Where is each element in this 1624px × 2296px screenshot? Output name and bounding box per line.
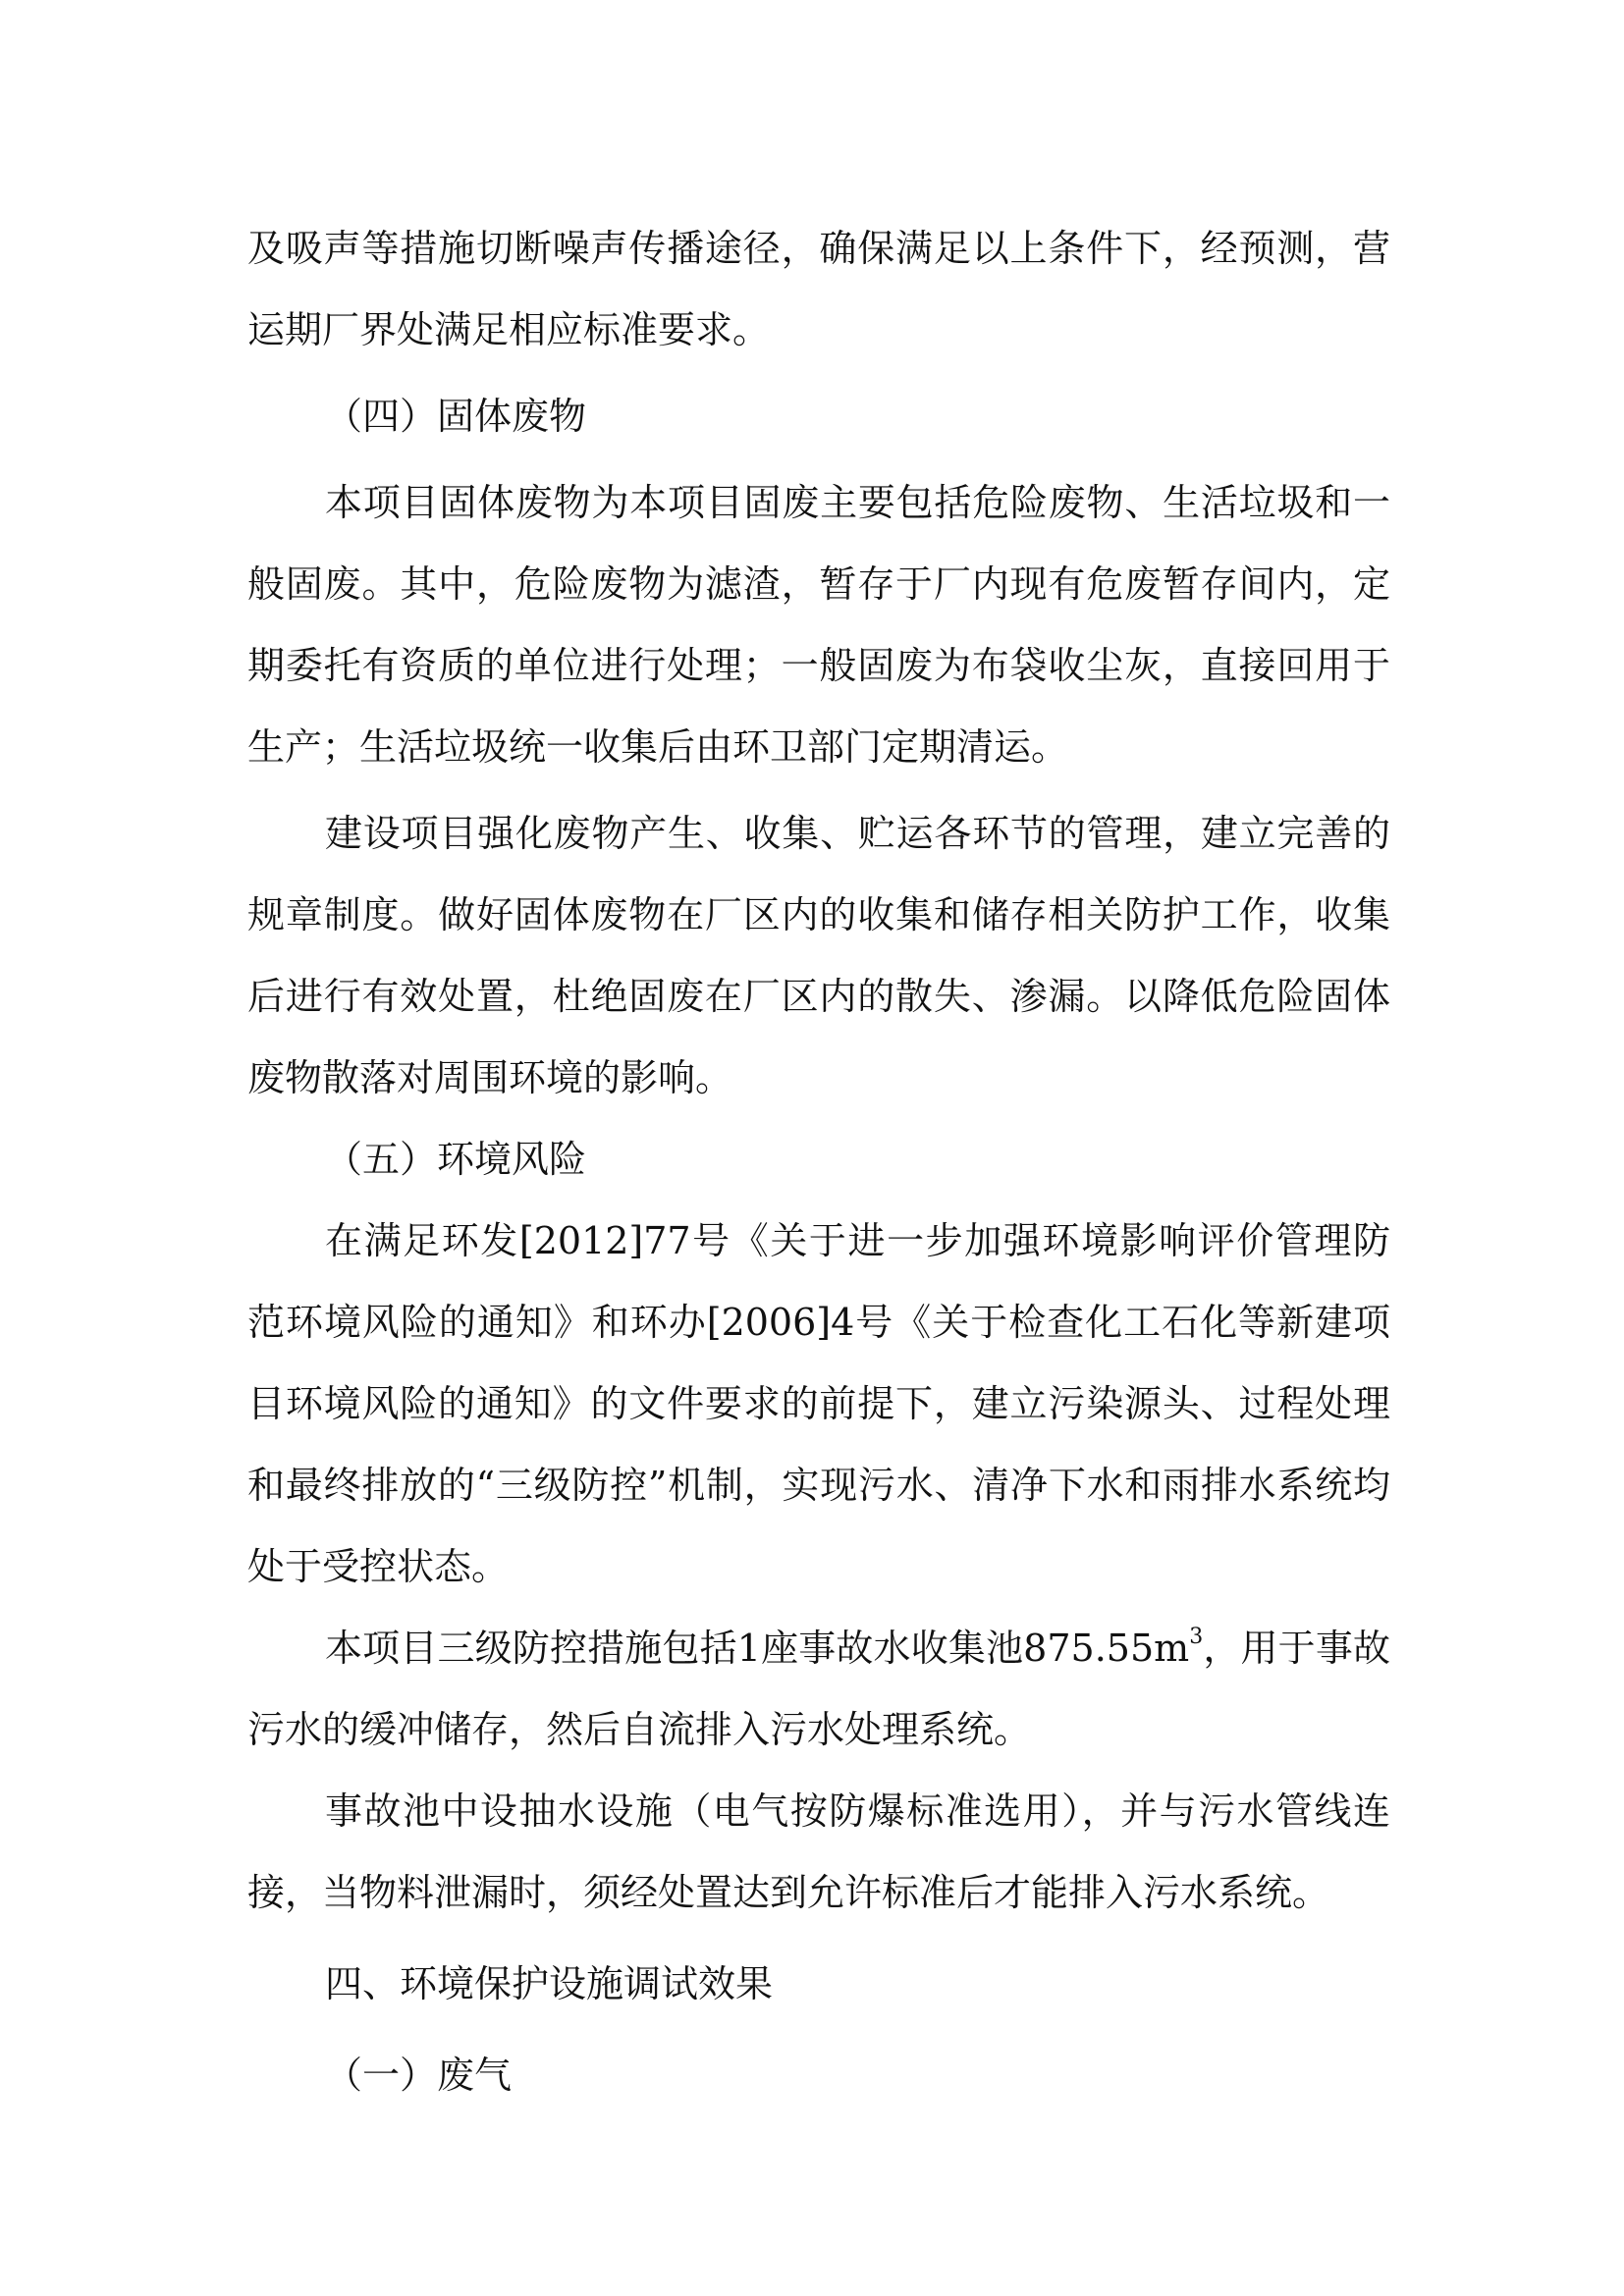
heading-solid-waste: （四）固体废物 (325, 395, 587, 438)
heading-section-4: 四、环境保护设施调试效果 (325, 1962, 774, 2005)
paragraph-noise-continuation: 及吸声等措施切断噪声传播途径，确保满足以上条件下，经预测，营运期厂界处满足相应标准要求。 (247, 227, 1390, 351)
paragraph-risk-2-text-b: ，用于事故污水的缓冲储存，然后自流排入污水处理系统。 (247, 1627, 1390, 1751)
paragraph-risk-2 (247, 1608, 1390, 1771)
document-page (247, 208, 1390, 2116)
paragraph-risk-2-text-a: 本项目三级防控措施包括1座事故水收集池875.55m (325, 1627, 1190, 1670)
heading-exhaust-gas: （一）废气 (325, 2054, 513, 2097)
heading-environmental-risk: （五）环境风险 (325, 1138, 587, 1181)
paragraph-risk-1: 在满足环发[2012]77号《关于进一步加强环境影响评价管理防范环境风险的通知》和环办[2006]4号《关于检查化工石化等新建项目环境风险的通知》的文件要求的前提下，建立污染源头、过程处理和最终排放的“三级防控”机制，实现污水、清净下水和雨排水系统均处于受控状态。 (247, 1219, 1390, 1588)
paragraph-solid-waste-1: 本项目固体废物为本项目固废主要包括危险废物、生活垃圾和一般固废。其中，危险废物为滤渣，暂存于厂内现有危废暂存间内，定期委托有资质的单位进行处理；一般固废为布袋收尘灰，直接回用于生产；生活垃圾统一收集后由环卫部门定期清运。 (247, 481, 1390, 769)
paragraph-risk-3: 事故池中设抽水设施（电气按防爆标准选用），并与污水管线连接，当物料泄漏时，须经处置达到允许标准后才能排入污水系统。 (247, 1789, 1390, 1914)
superscript-cubic: 3 (1189, 1625, 1204, 1650)
paragraph-solid-waste-2: 建设项目强化废物产生、收集、贮运各环节的管理，建立完善的规章制度。做好固体废物在厂区内的收集和储存相关防护工作，收集后进行有效处置，杜绝固废在厂区内的散失、渗漏。以降低危险固体废物散落对周围环境的影响。 (247, 812, 1390, 1099)
